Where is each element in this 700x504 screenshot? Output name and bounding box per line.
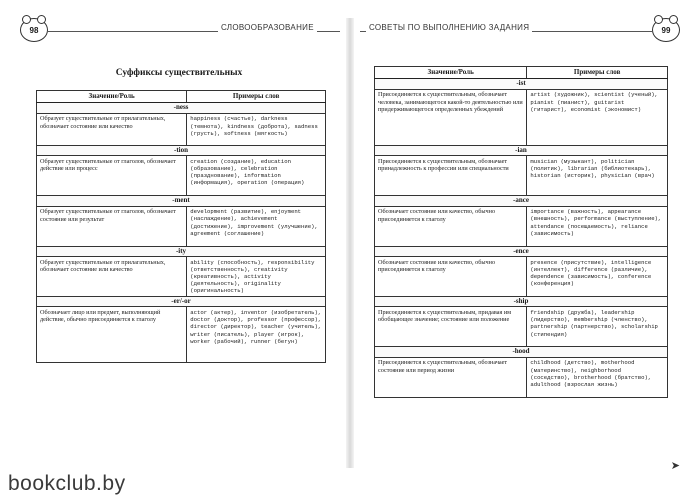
left-header — [18, 18, 340, 40]
left-page — [18, 18, 340, 466]
meaning-cell: Обозначает состояние или качество, обычно присоединяется к глаголу — [375, 257, 527, 297]
right-header — [360, 18, 682, 40]
column-header-meaning: Значение/Роль — [37, 91, 187, 103]
meaning-cell: Присоединяется к существительным, обозначает принадлежность к профессии или специальности — [375, 156, 527, 196]
left-header-title: СЛОВООБРАЗОВАНИЕ — [218, 23, 317, 32]
meaning-cell: Обозначает состояние или качество, обычно присоединяется к глаголу — [375, 206, 527, 246]
examples-cell: presence (присутствие), intelligence (интеллект), difference (различие), dependence (зависимость), conference (конференция) — [527, 257, 668, 297]
examples-cell: importance (важность), appearance (внешность), performance (выступление), attendance (посещаемость), reliance (зависимость) — [527, 206, 668, 246]
suffix-label: -ist — [375, 79, 668, 89]
meaning-cell: Обозначает лицо или предмет, выполняющий действие, обычно присоединяется к глаголу — [37, 307, 187, 363]
suffix-label: -ence — [375, 246, 668, 256]
right-header-title: СОВЕТЫ ПО ВЫПОЛНЕНИЮ ЗАДАНИЯ — [366, 23, 532, 32]
book-spine — [346, 18, 354, 468]
examples-cell: creation (создание), education (образование), celebration (празднование), information (информация), operation (операция) — [187, 156, 326, 196]
right-page — [360, 18, 682, 472]
suffix-label: -ness — [37, 103, 326, 113]
left-page-number: 98 — [20, 18, 48, 42]
meaning-cell: Образует существительные от глаголов, обозначает состояние или результат — [37, 206, 187, 246]
column-header-examples: Примеры слов — [527, 67, 668, 79]
examples-cell: musician (музыкант), politician (политик), librarian (библиотекарь), historian (историк), physician (врач) — [527, 156, 668, 196]
suffix-label: -ship — [375, 297, 668, 307]
right-page-number: 99 — [652, 18, 680, 42]
left-suffix-table — [36, 90, 326, 363]
meaning-cell: Образует существительные от глаголов, обозначает действие или процесс — [37, 156, 187, 196]
examples-cell: childhood (детство), motherhood (материнство), neighborhood (соседство), brotherhood (братство), adulthood (взрослая жизнь) — [527, 357, 668, 397]
suffix-label: -ance — [375, 196, 668, 206]
examples-cell: friendship (дружба), leadership (лидерство), membership (членство), partnership (партнерство), scholarship (стипендия) — [527, 307, 668, 347]
suffix-label: -er/-or — [37, 297, 326, 307]
examples-cell: happiness (счастье), darkness (темнота), kindness (доброта), sadness (грусть), softness (мягкость) — [187, 113, 326, 145]
meaning-cell: Образует существительные от прилагательных, обозначает состояние или качество — [37, 257, 187, 297]
column-header-meaning: Значение/Роль — [375, 67, 527, 79]
right-suffix-table — [374, 66, 668, 398]
column-header-examples: Примеры слов — [187, 91, 326, 103]
examples-cell: actor (актер), inventor (изобретатель), doctor (доктор), professor (профессор), director (директор), teacher (учитель), writer (писатель), player (игрок), worker (рабочий), runner (бегун) — [187, 307, 326, 363]
meaning-cell: Присоединяется к существительным, придавая им обобщающее значение; состояние или положение — [375, 307, 527, 347]
arrow-icon: ➤ — [670, 460, 680, 472]
examples-cell: artist (художник), scientist (ученый), pianist (пианист), guitarist (гитарист), economist (экономист) — [527, 89, 668, 145]
watermark: bookclub.by — [8, 472, 126, 495]
examples-cell: ability (способность), responsibility (ответственность), creativity (креативность), activity (деятельность), originality (оригинальность) — [187, 257, 326, 297]
meaning-cell: Образует существительные от прилагательных, обозначает состояние или качество — [37, 113, 187, 145]
meaning-cell: Присоединяется к существительным, обозначает состояние или период жизни — [375, 357, 527, 397]
meaning-cell: Присоединяется к существительным, обозначает человека, занимающегося какой-то деятельностью или придерживающегося определенных убеждений — [375, 89, 527, 145]
suffix-label: -ity — [37, 246, 326, 256]
suffix-label: -tion — [37, 145, 326, 155]
suffix-label: -ment — [37, 196, 326, 206]
table-title: Суффиксы существительных — [115, 68, 243, 78]
suffix-label: -ian — [375, 145, 668, 155]
suffix-label: -hood — [375, 347, 668, 357]
examples-cell: development (развитие), enjoyment (наслаждение), achievement (достижение), improvement (улучшение), agreement (соглашение) — [187, 206, 326, 246]
